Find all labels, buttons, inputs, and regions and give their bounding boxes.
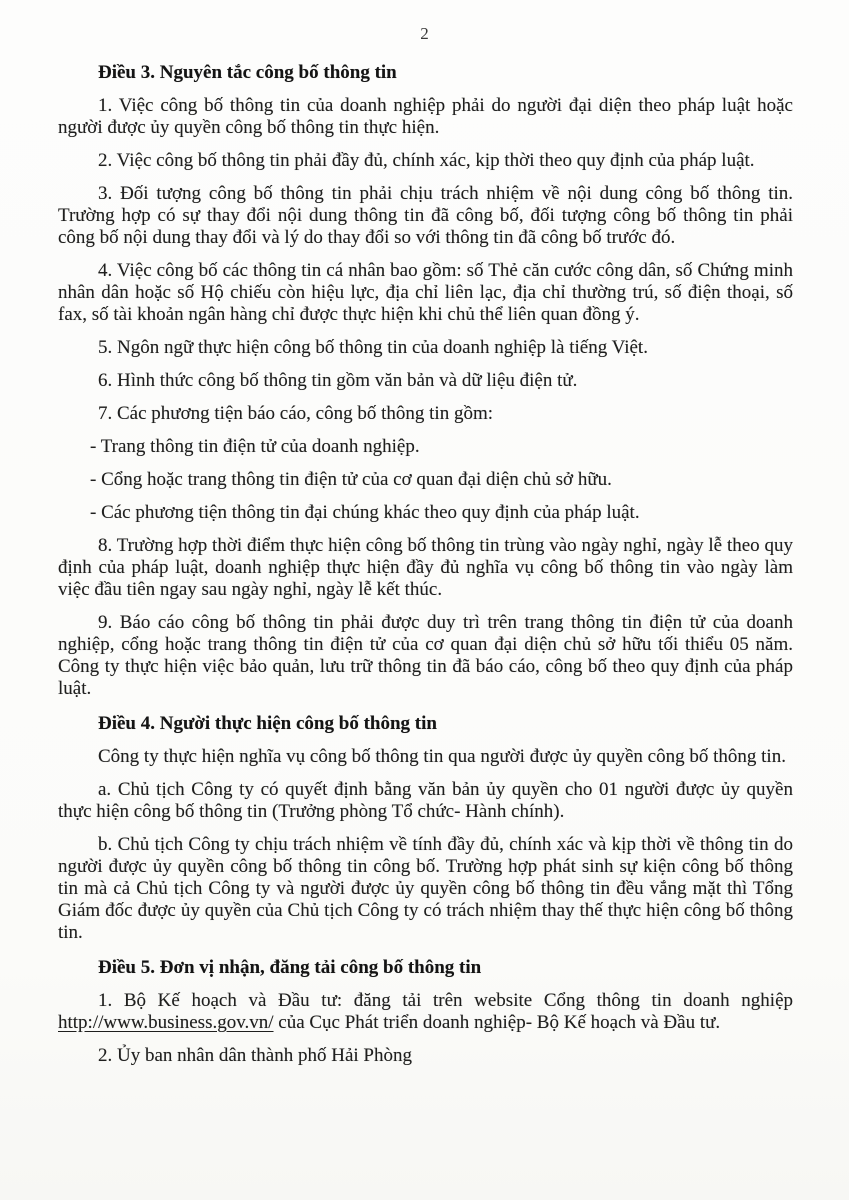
dash-list-item: - Cổng hoặc trang thông tin điện tử của cơ quan đại diện chủ sở hữu. — [90, 469, 612, 490]
paragraph: 6. Hình thức công bố thông tin gồm văn bản và dữ liệu điện tử. — [98, 370, 578, 391]
paragraph-text: 1. Bộ Kế hoạch và Đầu tư: đăng tải trên website Cổng thông tin doanh nghiệp — [98, 990, 793, 1011]
paragraph: 2. Ủy ban nhân dân thành phố Hải Phòng — [98, 1045, 412, 1066]
paragraph: 1. Việc công bố thông tin của doanh nghiệp phải do người đại diện theo pháp luật hoặc người được ủy quyền công bố thông tin thực hiện. — [58, 95, 793, 138]
paragraph: b. Chủ tịch Công ty chịu trách nhiệm về tính đầy đủ, chính xác và kịp thời về thông tin do người được ủy quyền công bố thông tin công bố. Trường hợp phát sinh sự kiện công bố thông tin mà cả Chủ tịch Công ty và người được ủy quyền công bố thông tin đều vắng mặt thì Tổng Giám đốc được ủy quyền của Chủ tịch Công ty có trách nhiệm thay thế thực hiện công bố thông tin. — [58, 834, 793, 943]
paragraph: 3. Đối tượng công bố thông tin phải chịu trách nhiệm về nội dung công bố thông tin. Trường hợp có sự thay đổi nội dung thông tin đã công bố, đối tượng công bố thông tin phải công bố nội dung thay đổi và lý do thay đổi so với thông tin đã công bố trước đó. — [58, 183, 793, 248]
article-heading-dieu-3: Điều 3. Nguyên tắc công bố thông tin — [98, 62, 397, 83]
paragraph: 2. Việc công bố thông tin phải đầy đủ, chính xác, kịp thời theo quy định của pháp luật. — [98, 150, 755, 171]
paragraph: 9. Báo cáo công bố thông tin phải được duy trì trên trang thông tin điện tử của doanh nghiệp, cổng hoặc trang thông tin điện tử của cơ quan đại diện chủ sở hữu tối thiểu 05 năm. Công ty thực hiện việc bảo quản, lưu trữ thông tin đã báo cáo, công bố theo quy định của pháp luật. — [58, 612, 793, 699]
section-dieu-5 — [58, 957, 793, 1067]
document-content — [58, 62, 793, 1067]
dash-list-item: - Trang thông tin điện tử của doanh nghiệp. — [90, 436, 420, 457]
page-number: 2 — [420, 24, 429, 43]
paragraph: Công ty thực hiện nghĩa vụ công bố thông tin qua người được ủy quyền công bố thông tin. — [98, 746, 786, 767]
paragraph: 5. Ngôn ngữ thực hiện công bố thông tin của doanh nghiệp là tiếng Việt. — [98, 337, 648, 358]
paragraph: 4. Việc công bố các thông tin cá nhân bao gồm: số Thẻ căn cước công dân, số Chứng minh nhân dân hoặc số Hộ chiếu còn hiệu lực, địa chỉ liên lạc, địa chỉ thường trú, số điện thoại, số fax, số tài khoản ngân hàng chỉ được thực hiện khi chủ thể liên quan đồng ý. — [58, 260, 793, 325]
business-portal-url: http://www.business.gov.vn/ — [58, 1012, 274, 1033]
paragraph-text: của Cục Phát triển doanh nghiệp- Bộ Kế hoạch và Đầu tư. — [273, 1012, 721, 1033]
paragraph: 7. Các phương tiện báo cáo, công bố thông tin gồm: — [98, 403, 494, 424]
paragraph: a. Chủ tịch Công ty có quyết định bằng văn bản ủy quyền cho 01 người được ủy quyền thực hiện công bố thông tin (Trưởng phòng Tổ chức- Hành chính). — [58, 779, 793, 822]
paragraph — [58, 990, 793, 1034]
article-heading-dieu-5: Điều 5. Đơn vị nhận, đăng tải công bố thông tin — [98, 957, 482, 978]
dash-list-item: - Các phương tiện thông tin đại chúng khác theo quy định của pháp luật. — [90, 502, 640, 523]
article-heading-dieu-4: Điều 4. Người thực hiện công bố thông tin — [98, 713, 437, 734]
paragraph: 8. Trường hợp thời điểm thực hiện công bố thông tin trùng vào ngày nghỉ, ngày lễ theo quy định của pháp luật, doanh nghiệp thực hiện đầy đủ nghĩa vụ công bố thông tin vào ngày làm việc đầu tiên ngay sau ngày nghỉ, ngày lễ kết thúc. — [58, 535, 793, 600]
section-dieu-3 — [58, 62, 793, 700]
section-dieu-4 — [58, 713, 793, 944]
